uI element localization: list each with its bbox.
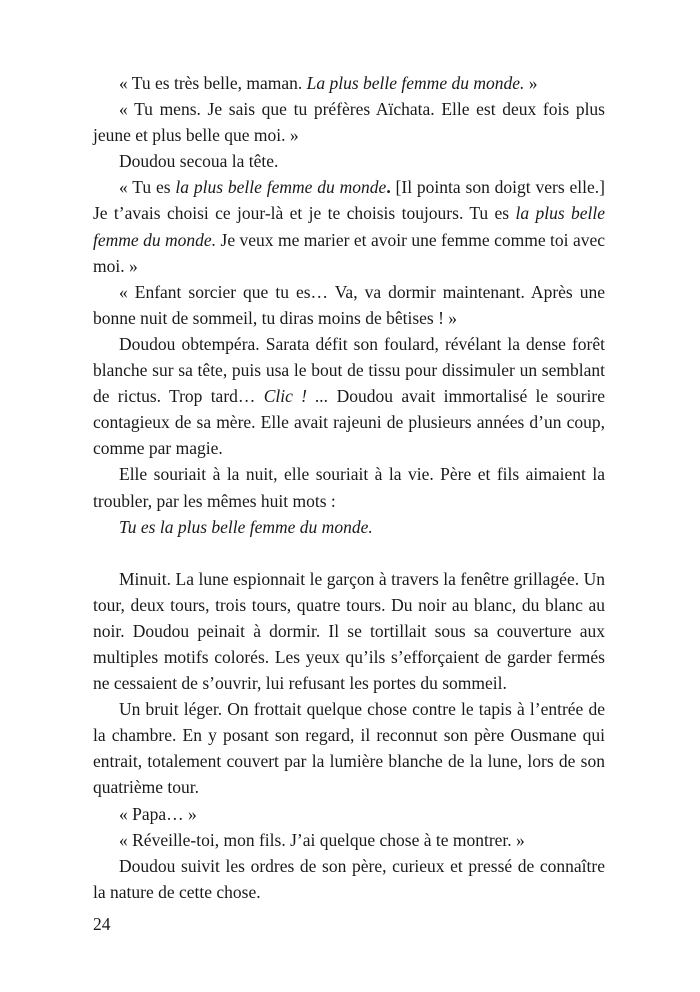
dialogue-text: « Tu es [119, 177, 176, 198]
emphasis-text: La plus belle femme du monde. [306, 73, 525, 93]
paragraph: Doudou secoua la tête. [119, 151, 279, 172]
paragraph: Un bruit léger. On frottait quelque chose contre le tapis à l’entrée de la chambre. En y posant son regard, il reconnut son père Ousmane qui entrait, totalement couvert par la lumière blanche de la lune, lors de son quatrième tour. [93, 699, 605, 798]
dialogue-text: Je veux me marier et avoir une femme comme toi avec moi. » [93, 229, 605, 276]
paragraph: « Enfant sorcier que tu es… Va, va dormir maintenant. Après une bonne nuit de sommeil, tu diras moins de bêtises ! » [93, 281, 605, 328]
text-block [93, 70, 605, 905]
paragraph: « Papa… » [119, 803, 197, 824]
page-body [93, 70, 605, 905]
paragraph: Elle souriait à la nuit, elle souriait à la vie. Père et fils aimaient la troubler, par les mêmes huit mots : [93, 464, 605, 511]
section-break [93, 540, 605, 566]
emphasis-text: la plus belle femme du monde [175, 177, 387, 198]
narrative-text: Doudou obtempéra. Sarata défit son foulard, révélant la dense forêt blanche sur sa tête, puis usa le bout de tissu pour dissimuler un semblant de rictus. Trop tard… [93, 333, 605, 407]
bold-period: . [386, 177, 391, 198]
paragraph [93, 331, 605, 461]
paragraph-italic: Tu es la plus belle femme du monde. [119, 516, 373, 537]
paragraph: « Réveille-toi, mon fils. J’ai quelque chose à te montrer. » [119, 829, 525, 850]
emphasis-text: la plus belle femme du monde. [93, 203, 605, 250]
paragraph [93, 174, 605, 278]
narrative-text: Doudou avait immortalisé le sourire contagieux de sa mère. Elle avait rajeuni de plusieurs années d’un coup, comme par magie. [93, 386, 605, 459]
paragraph: Minuit. La lune espionnait le garçon à travers la fenêtre grillagée. Un tour, deux tours, trois tours, quatre tours. Du noir au blanc, du blanc au noir. Doudou peinait à dormir. Il se tortillait sous sa couverture aux multiples motifs colorés. Les yeux qu’ils s’efforçaient de garder fermés ne cessaient de s’ouvrir, lui refusant les portes du sommeil. [93, 568, 605, 694]
paragraph: Doudou suivit les ordres de son père, curieux et pressé de connaître la nature de cette chose. [93, 855, 605, 902]
page-number: 24 [93, 914, 111, 934]
dialogue-text: [Il pointa son doigt vers elle.] Je t’avais choisi ce jour-là et je te choisis toujours. Tu es [93, 177, 605, 224]
dialogue-text: « Tu es très belle, maman. [119, 73, 307, 93]
dialogue-text: » [524, 73, 538, 93]
paragraph [93, 70, 605, 96]
paragraph: « Tu mens. Je sais que tu préfères Aïchata. Elle est deux fois plus jeune et plus belle que moi. » [93, 99, 605, 146]
emphasis-text: Clic ! ... [263, 386, 329, 407]
